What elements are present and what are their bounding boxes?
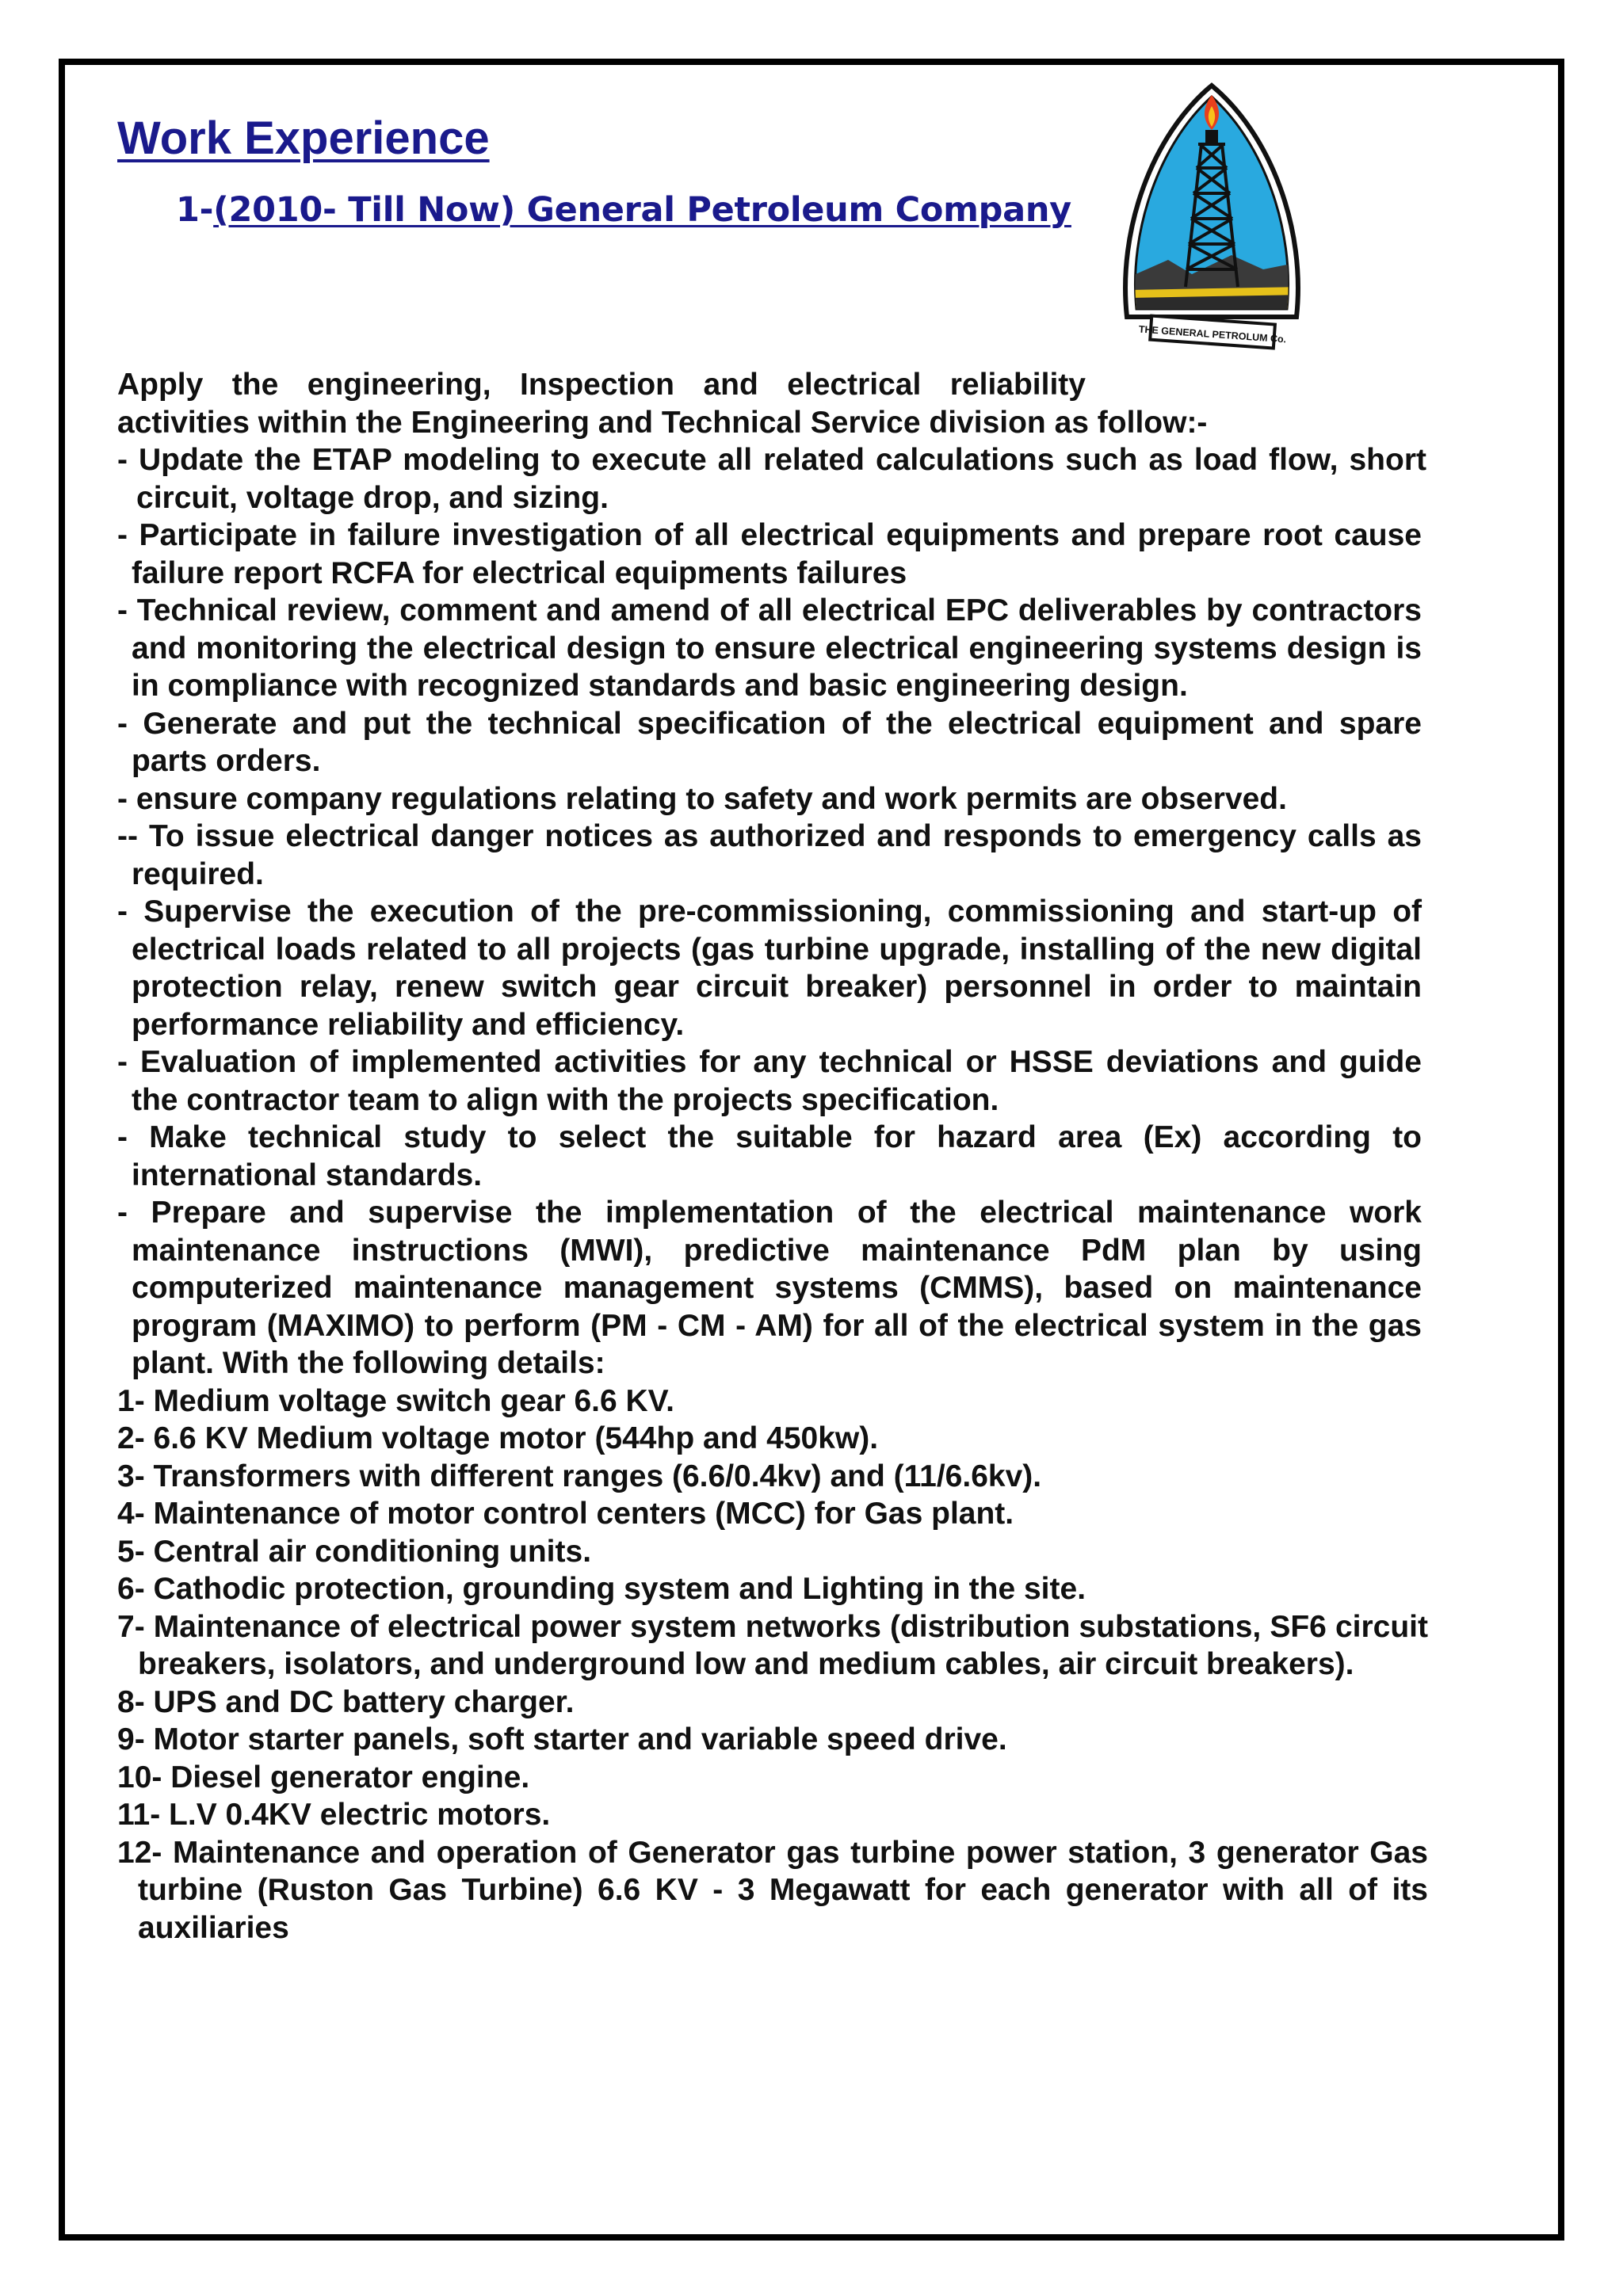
company-number: 1- [176, 190, 214, 230]
list-item: 7- Maintenance of electrical power system networks (distribution substations, SF6 circuit breakers, isolators, and underground low and medium cables, air circuit breakers). [117, 1609, 1428, 1681]
list-item: - Evaluation of implemented activities for any technical or HSSE deviations and guide the contractor team to align with the projects specification. [117, 1045, 1422, 1117]
list-item: 1- Medium voltage switch gear 6.6 KV. [117, 1383, 674, 1418]
list-item: 4- Maintenance of motor control centers (MCC) for Gas plant. [117, 1497, 1014, 1531]
list-item: 6- Cathodic protection, grounding system and Lighting in the site. [117, 1572, 1086, 1606]
list-item: - Participate in failure investigation of all electrical equipments and prepare root cause failure report RCFA for electrical equipments failures [117, 518, 1422, 590]
intro-paragraph [117, 366, 1465, 441]
list-item: 12- Maintenance and operation of Generator gas turbine power station, 3 generator Gas turbine (Ruston Gas Turbine) 6.6 KV - 3 Megawatt for each generator with all of its auxiliaries [117, 1835, 1428, 1945]
list-item: 3- Transformers with different ranges (6.6/0.4kv) and (11/6.6kv). [117, 1459, 1042, 1493]
work-description [117, 366, 1465, 1947]
company-heading [176, 190, 1071, 230]
list-item: - Generate and put the technical specification of the electrical equipment and spare parts orders. [117, 706, 1422, 778]
list-item: - Make technical study to select the suitable for hazard area (Ex) according to international standards. [117, 1120, 1422, 1192]
intro-line-1: Apply the engineering, Inspection and electrical reliability [117, 368, 1086, 402]
list-item: 10- Diesel generator engine. [117, 1760, 530, 1794]
list-item: - Update the ETAP modeling to execute all related calculations such as load flow, short circuit, voltage drop, and sizing. [117, 443, 1426, 515]
duties-list [117, 441, 1465, 1383]
page-title: Work Experience [117, 113, 490, 164]
list-item: 11- L.V 0.4KV electric motors. [117, 1798, 551, 1832]
details-list [117, 1383, 1465, 1947]
logo-caption: THE GENERAL PETROLUM Co. [1138, 323, 1287, 345]
list-item: -- To issue electrical danger notices as authorized and responds to emergency calls as required. [117, 819, 1422, 891]
list-item: 8- UPS and DC battery charger. [117, 1684, 575, 1719]
company-logo [1113, 79, 1311, 372]
list-item: 2- 6.6 KV Medium voltage motor (544hp and 450kw). [117, 1421, 879, 1455]
list-item: 5- Central air conditioning units. [117, 1534, 592, 1569]
list-item: - ensure company regulations relating to safety and work permits are observed. [117, 781, 1287, 816]
list-item: - Supervise the execution of the pre-commissioning, commissioning and start-up of electrical loads related to all projects (gas turbine upgrade, installing of the new digital protection relay, renew switch gear circuit breaker) personnel in order to maintain performance reliability and efficiency. [117, 894, 1422, 1042]
list-item: - Technical review, comment and amend of all electrical EPC deliverables by contractors and monitoring the electrical design to ensure electrical engineering systems design is in compliance with recognized standards and basic engineering design. [117, 593, 1422, 703]
intro-line-2: activities within the Engineering and Technical Service division as follow:- [117, 405, 1208, 440]
list-item: - Prepare and supervise the implementation of the electrical maintenance work maintenance instructions (MWI), predictive maintenance PdM plan by using computerized maintenance management systems (CMMS), based on maintenance program (MAXIMO) to perform (PM - CM - AM) for all of the electrical system in the gas plant. With the following details: [117, 1196, 1422, 1380]
list-item: 9- Motor starter panels, soft starter and variable speed drive. [117, 1722, 1007, 1756]
company-link[interactable]: (2010- Till Now) General Petroleum Company [213, 190, 1071, 230]
